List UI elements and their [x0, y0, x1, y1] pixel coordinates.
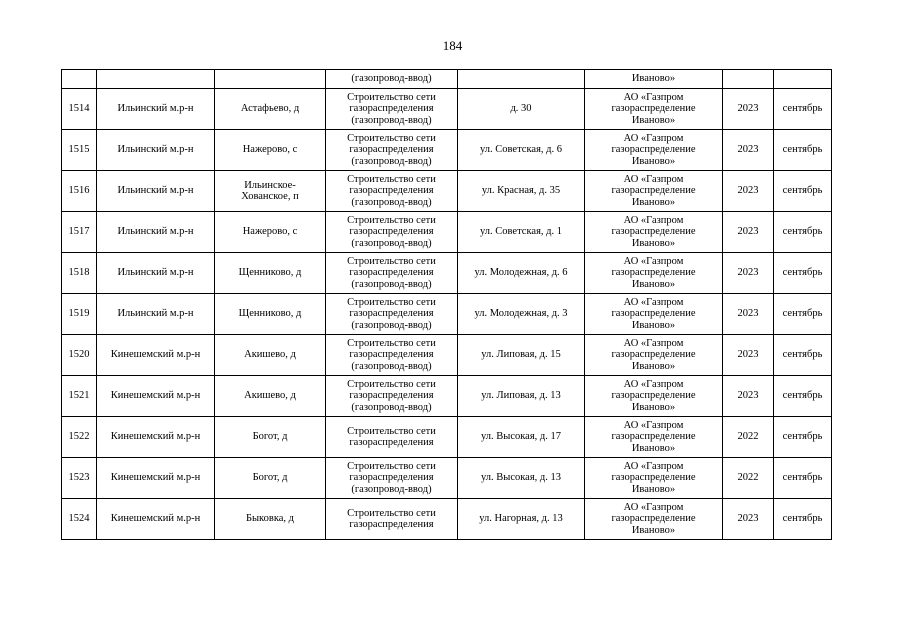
cell-month: сентябрь — [774, 89, 832, 130]
cell-month — [774, 70, 832, 89]
cell-month: сентябрь — [774, 171, 832, 212]
table-row — [62, 335, 832, 376]
cell-month: сентябрь — [774, 335, 832, 376]
cell-year: 2023 — [723, 130, 774, 171]
cell-settlement: Акишево, д — [215, 376, 326, 417]
cell-settlement: Богот, д — [215, 458, 326, 499]
cell-district: Кинешемский м.р-н — [97, 458, 215, 499]
cell-settlement: Щенниково, д — [215, 294, 326, 335]
table-row — [62, 376, 832, 417]
cell-work: Строительство сети газораспределения (газопровод-ввод) — [326, 376, 458, 417]
cell-work: Строительство сети газораспределения (газопровод-ввод) — [326, 89, 458, 130]
table-row — [62, 294, 832, 335]
cell-work: Строительство сети газораспределения — [326, 417, 458, 458]
cell-organization: АО «Газпром газораспределение Иваново» — [585, 294, 723, 335]
cell-year: 2023 — [723, 294, 774, 335]
cell-settlement: Быковка, д — [215, 499, 326, 540]
cell-work: Строительство сети газораспределения (газопровод-ввод) — [326, 171, 458, 212]
cell-district: Кинешемский м.р-н — [97, 499, 215, 540]
cell-settlement: Нажерово, с — [215, 130, 326, 171]
cell-number: 1520 — [62, 335, 97, 376]
cell-organization: АО «Газпром газораспределение Иваново» — [585, 417, 723, 458]
table-row — [62, 130, 832, 171]
cell-number: 1516 — [62, 171, 97, 212]
cell-year: 2023 — [723, 499, 774, 540]
cell-month: сентябрь — [774, 253, 832, 294]
cell-organization: АО «Газпром газораспределение Иваново» — [585, 335, 723, 376]
table-body — [62, 70, 832, 540]
cell-district: Ильинский м.р-н — [97, 253, 215, 294]
cell-district: Кинешемский м.р-н — [97, 335, 215, 376]
table-row-continuation — [62, 70, 832, 89]
cell-settlement: Ильинское- Хованское, п — [215, 171, 326, 212]
cell-district: Ильинский м.р-н — [97, 212, 215, 253]
cell-number: 1514 — [62, 89, 97, 130]
cell-address: ул. Советская, д. 1 — [458, 212, 585, 253]
cell-year: 2023 — [723, 212, 774, 253]
cell-month: сентябрь — [774, 212, 832, 253]
cell-month: сентябрь — [774, 294, 832, 335]
cell-address: ул. Нагорная, д. 13 — [458, 499, 585, 540]
cell-number: 1518 — [62, 253, 97, 294]
cell-address — [458, 70, 585, 89]
cell-number: 1519 — [62, 294, 97, 335]
cell-address: ул. Липовая, д. 13 — [458, 376, 585, 417]
cell-work: Строительство сети газораспределения (газопровод-ввод) — [326, 458, 458, 499]
table-row — [62, 89, 832, 130]
cell-address: ул. Молодежная, д. 6 — [458, 253, 585, 294]
cell-number: 1523 — [62, 458, 97, 499]
page-number: 184 — [442, 38, 463, 53]
cell-district: Ильинский м.р-н — [97, 171, 215, 212]
table-row — [62, 253, 832, 294]
cell-month: сентябрь — [774, 458, 832, 499]
cell-year: 2023 — [723, 171, 774, 212]
cell-address: д. 30 — [458, 89, 585, 130]
cell-number: 1522 — [62, 417, 97, 458]
cell-settlement: Нажерово, с — [215, 212, 326, 253]
cell-work: Строительство сети газораспределения (газопровод-ввод) — [326, 253, 458, 294]
cell-address: ул. Красная, д. 35 — [458, 171, 585, 212]
cell-organization: Иваново» — [585, 70, 723, 89]
cell-month: сентябрь — [774, 499, 832, 540]
table-row — [62, 171, 832, 212]
cell-work: Строительство сети газораспределения — [326, 499, 458, 540]
cell-year: 2023 — [723, 253, 774, 294]
cell-year — [723, 70, 774, 89]
cell-address: ул. Высокая, д. 13 — [458, 458, 585, 499]
cell-district: Кинешемский м.р-н — [97, 417, 215, 458]
cell-number: 1517 — [62, 212, 97, 253]
cell-month: сентябрь — [774, 130, 832, 171]
cell-organization: АО «Газпром газораспределение Иваново» — [585, 171, 723, 212]
cell-month: сентябрь — [774, 376, 832, 417]
cell-number: 1521 — [62, 376, 97, 417]
cell-settlement: Щенниково, д — [215, 253, 326, 294]
cell-work: (газопровод-ввод) — [326, 70, 458, 89]
table-row — [62, 212, 832, 253]
cell-district: Ильинский м.р-н — [97, 130, 215, 171]
cell-organization: АО «Газпром газораспределение Иваново» — [585, 130, 723, 171]
cell-year: 2022 — [723, 417, 774, 458]
table-row — [62, 499, 832, 540]
cell-work: Строительство сети газораспределения (газопровод-ввод) — [326, 294, 458, 335]
cell-organization: АО «Газпром газораспределение Иваново» — [585, 376, 723, 417]
cell-work: Строительство сети газораспределения (газопровод-ввод) — [326, 130, 458, 171]
cell-organization: АО «Газпром газораспределение Иваново» — [585, 458, 723, 499]
cell-address: ул. Липовая, д. 15 — [458, 335, 585, 376]
cell-settlement — [215, 70, 326, 89]
cell-number — [62, 70, 97, 89]
table-row — [62, 417, 832, 458]
cell-organization: АО «Газпром газораспределение Иваново» — [585, 89, 723, 130]
cell-address: ул. Высокая, д. 17 — [458, 417, 585, 458]
cell-address: ул. Молодежная, д. 3 — [458, 294, 585, 335]
cell-number: 1515 — [62, 130, 97, 171]
cell-year: 2023 — [723, 89, 774, 130]
cell-organization: АО «Газпром газораспределение Иваново» — [585, 212, 723, 253]
cell-number: 1524 — [62, 499, 97, 540]
cell-organization: АО «Газпром газораспределение Иваново» — [585, 253, 723, 294]
cell-district: Ильинский м.р-н — [97, 89, 215, 130]
cell-work: Строительство сети газораспределения (газопровод-ввод) — [326, 335, 458, 376]
cell-district — [97, 70, 215, 89]
table-row — [62, 458, 832, 499]
cell-month: сентябрь — [774, 417, 832, 458]
cell-organization: АО «Газпром газораспределение Иваново» — [585, 499, 723, 540]
cell-settlement: Акишево, д — [215, 335, 326, 376]
cell-address: ул. Советская, д. 6 — [458, 130, 585, 171]
cell-year: 2022 — [723, 458, 774, 499]
cell-year: 2023 — [723, 335, 774, 376]
cell-year: 2023 — [723, 376, 774, 417]
cell-settlement: Богот, д — [215, 417, 326, 458]
cell-district: Ильинский м.р-н — [97, 294, 215, 335]
cell-settlement: Астафьево, д — [215, 89, 326, 130]
gasification-table — [61, 69, 832, 540]
cell-work: Строительство сети газораспределения (газопровод-ввод) — [326, 212, 458, 253]
cell-district: Кинешемский м.р-н — [97, 376, 215, 417]
